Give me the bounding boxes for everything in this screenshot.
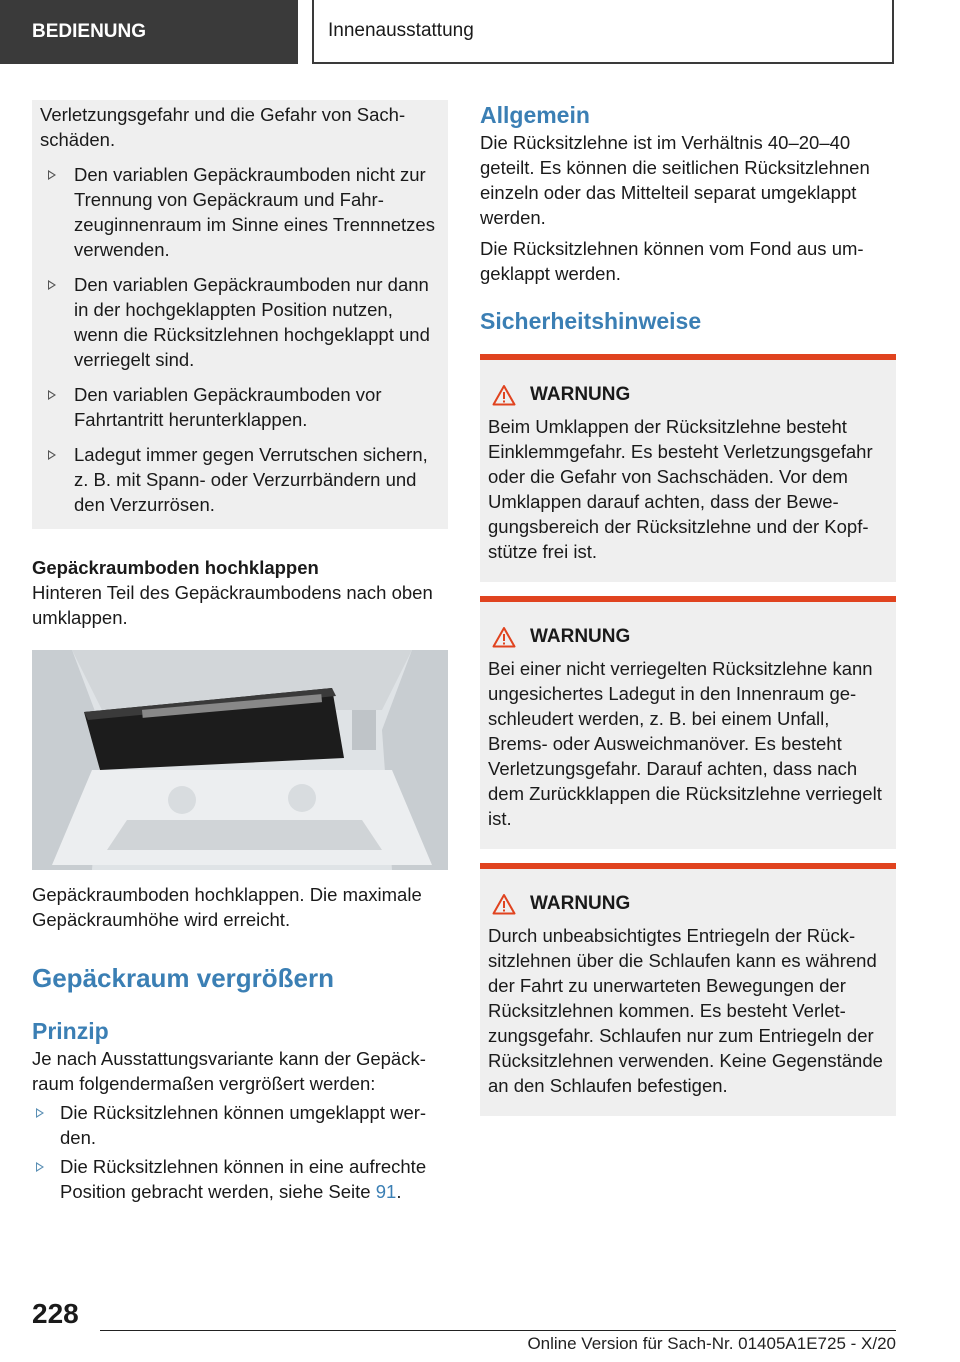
bullet-triangle-icon <box>36 1108 44 1118</box>
safety-note-box <box>32 100 448 529</box>
warning-heading: WARNUNG <box>488 891 886 917</box>
warning-text: Durch unbeabsichtigtes Entriegeln der Rücksitzlehnen über die Schlaufen kann es während der Fahrt zu unerwarteten Bewegungen der Rücksitzlehnen kommen. Es besteht Verletzungsgefahr. Schlaufen nur zum Entriegeln der Rücksitzlehnen verwenden. Keine Gegenstände an den Schlaufen befestigen. <box>488 925 883 1096</box>
trunk-floor-image <box>32 650 448 870</box>
footer-text: Online Version für Sach-Nr. 01405A1E725 - X/20 <box>527 1334 896 1353</box>
safety-title: Sicherheitshinweise <box>480 308 702 334</box>
enlarge-list <box>32 1100 448 1204</box>
warning-heading: WARNUNG <box>488 624 886 650</box>
warning-text: Beim Umklappen der Rücksitzlehne besteht Einklemmgefahr. Es besteht Verletzungsgefahr oder die Gefahr von Sachschäden. Vor dem Umklappen darauf achten, dass der Bewegungsbereich der Rücksitzlehne und der Kopfstütze frei ist. <box>488 416 873 562</box>
note-item: Den variablen Gepäckraumboden nur dann in der hochgeklappten Position nutzen, wenn die Rücksitzlehnen hochgeklappt und verriegelt sind. <box>40 272 436 372</box>
bullet-triangle-icon <box>48 280 56 290</box>
warning-heading: WARNUNG <box>488 382 886 408</box>
note-item: Ladegut immer gegen Verrutschen sichern, z. B. mit Spann- oder Verzurrbändern und den Verzurrösen. <box>40 442 436 517</box>
warning-text: Bei einer nicht verriegelten Rücksitzlehne kann ungesichertes Ladegut in den Innenraum geschleudert werden, z. B. bei einem Unfall, Brems- oder Ausweichmanöver. Es besteht Verletzungsgefahr. Darauf achten, dass nach dem Zurückklappen die Rücksitzlehne verriegelt ist. <box>488 658 882 829</box>
footer-divider <box>100 1330 896 1331</box>
section-tab: BEDIENUNG <box>0 0 298 64</box>
bullet-triangle-icon <box>48 170 56 180</box>
image-caption: Gepäckraumboden hochklappen. Die maximale Gepäckraumhöhe wird erreicht. <box>32 884 422 930</box>
principle-title: Prinzip <box>32 1018 109 1044</box>
bullet-triangle-icon <box>48 450 56 460</box>
left-column <box>32 100 448 1204</box>
fold-up-heading: Gepäckraumboden hochklappen <box>32 557 319 578</box>
bullet-triangle-icon <box>48 390 56 400</box>
warning-triangle-icon <box>492 893 516 915</box>
note-item: Den variablen Gepäckraumboden vor Fahrtantritt herunterklappen. <box>40 382 436 432</box>
fold-up-text: Hinteren Teil des Gepäckraumbodens nach oben umklappen. <box>32 582 433 628</box>
bullet-triangle-icon <box>36 1162 44 1172</box>
warning-box <box>480 863 896 1116</box>
chapter-title: Innenausstattung <box>312 0 894 64</box>
right-column <box>480 100 896 1116</box>
note-item: Den variablen Gepäckraumboden nicht zur Trennung von Gepäckraum und Fahrzeuginnenraum im Sinne eines Trennnetzes verwenden. <box>40 162 436 262</box>
warning-triangle-icon <box>492 384 516 406</box>
enlarge-title: Gepäckraum vergrößern <box>32 963 335 993</box>
general-paragraph: Die Rücksitzlehne ist im Verhältnis 40–20–40 geteilt. Es können die seitlichen Rücksitzlehnen einzeln oder das Mittelteil separat umgeklappt werden. <box>480 132 870 228</box>
principle-text: Je nach Ausstattungsvariante kann der Gepäckraum folgendermaßen vergrößert werden: <box>32 1048 426 1094</box>
warning-box <box>480 354 896 582</box>
general-paragraph: Die Rücksitzlehnen können vom Fond aus umgeklappt werden. <box>480 238 864 284</box>
page-number: 228 <box>32 1298 79 1329</box>
enlarge-item: Die Rücksitzlehnen können in eine aufrechte Position gebracht werden, siehe Seite 91. <box>32 1154 448 1204</box>
enlarge-item: Die Rücksitzlehnen können umgeklappt werden. <box>32 1100 448 1150</box>
note-intro: Verletzungsgefahr und die Gefahr von Sachschäden. <box>40 104 406 150</box>
warning-triangle-icon <box>492 626 516 648</box>
warning-box <box>480 596 896 849</box>
general-title: Allgemein <box>480 102 590 128</box>
page-link[interactable]: 91 <box>375 1181 397 1202</box>
note-list <box>40 162 436 517</box>
